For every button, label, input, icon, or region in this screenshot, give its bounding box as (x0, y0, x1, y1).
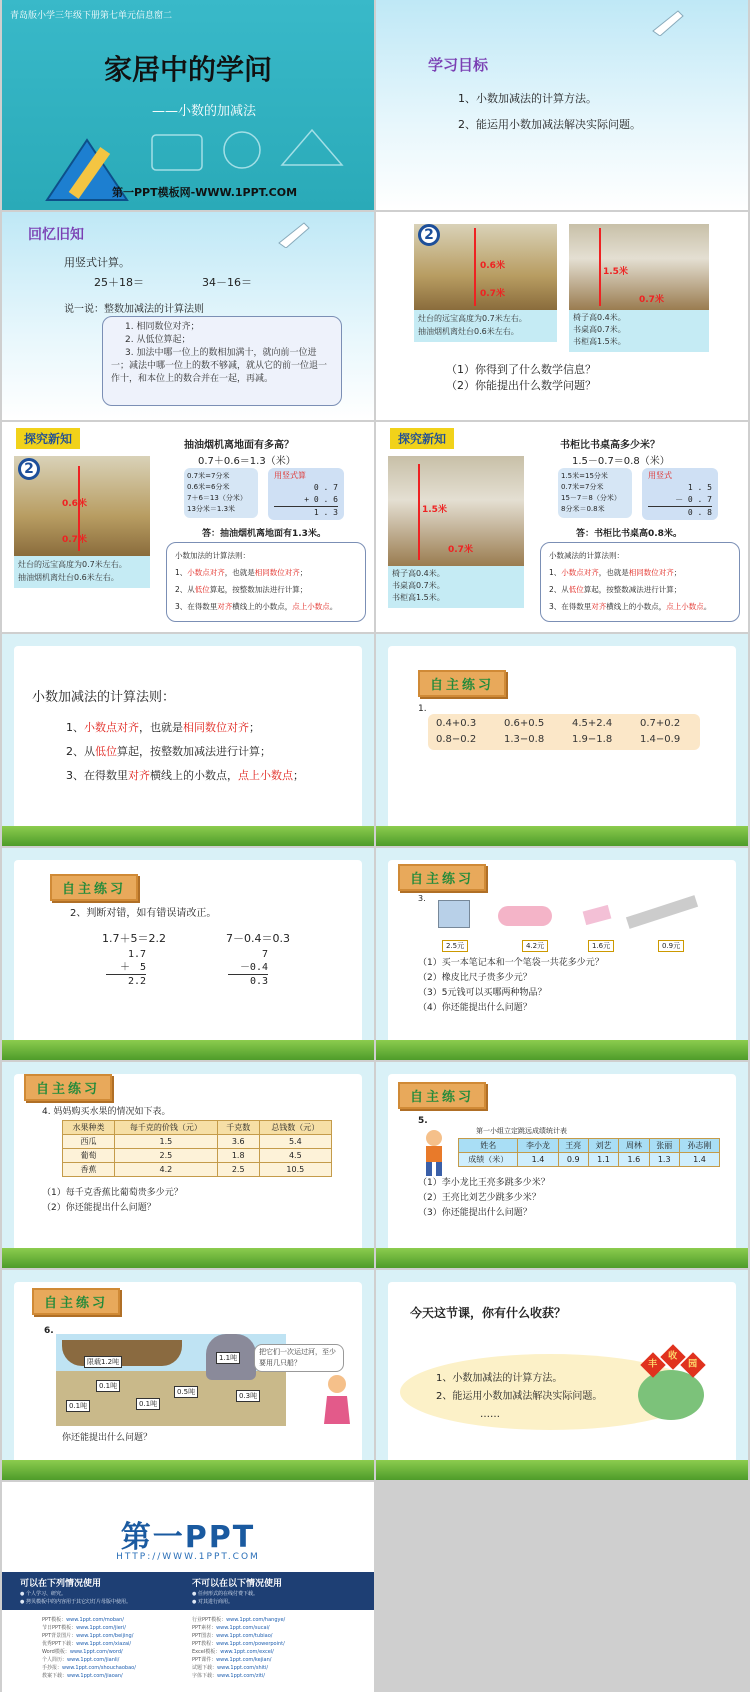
study-photo (388, 456, 524, 566)
rule-line: 1、小数点对齐，也就是相同数位对齐； (175, 568, 308, 577)
question: （1）李小龙比王亮多跳多少米？ (418, 1178, 550, 1188)
question: （3）5元钱可以买哪两种物品？ (418, 988, 547, 998)
vert-title: 用竖式 (648, 471, 672, 480)
slide-review (2, 212, 374, 420)
weight-tag: 0.1吨 (96, 1380, 120, 1392)
link-row[interactable]: 优秀PPT下载：www.1ppt.com/xiazai/ (42, 1641, 132, 1647)
notebook-icon (438, 900, 470, 928)
rule-line: 2、从低位算起，按整数加法进行计算； (175, 585, 308, 594)
question: 4. 妈妈购买水果的情况如下表。 (42, 1107, 171, 1117)
height-label: 0.7米 (639, 295, 664, 305)
section-tag: 自主练习 (32, 1288, 120, 1315)
rule-line: 2、从低位算起，按整数减法进行计算； (549, 585, 682, 594)
vert-line: 0.3 (249, 976, 268, 987)
question: （1）你得到了什么数学信息？ (446, 363, 596, 376)
exercise: 0.8−0.2 (436, 734, 477, 745)
question-number: 1. (418, 704, 427, 714)
table-row: 葡萄 2.5 1.8 4.5 (63, 1149, 332, 1163)
link-row[interactable]: 行业PPT模板：www.1ppt.com/hangye/ (192, 1617, 286, 1623)
step: 8分米＝0.8米 (561, 505, 605, 513)
exercise: 1.3−0.8 (504, 734, 545, 745)
slide-practice-1 (376, 634, 748, 846)
question: （2）你能提出什么数学问题？ (446, 379, 596, 392)
question-number: 3. (418, 894, 426, 903)
grass-decoration (376, 1460, 748, 1480)
section-tag: 探究新知 (390, 428, 454, 449)
caption: 灶台的远宝高度为0.7米左右。 (18, 560, 127, 569)
caption-box (414, 310, 557, 342)
goal-item: 2、能运用小数加减法解决实际问题。 (458, 118, 641, 131)
question: （2）王亮比刘艺少跳多少米？ (418, 1193, 541, 1203)
caption: 书桌高0.7米。 (573, 325, 626, 334)
vert-line: 7 (261, 949, 268, 960)
subtitle: ——小数的加减法 (152, 104, 257, 119)
slide-title-text: 家居中的学问 (103, 53, 272, 86)
can-title: 可以在下列情况使用 (20, 1579, 102, 1589)
caption-box (388, 566, 524, 608)
table-row: 香蕉 4.2 2.5 10.5 (63, 1163, 332, 1177)
slide-goals (376, 0, 748, 210)
link-row[interactable]: 试题下载：www.1ppt.com/shiti/ (192, 1665, 269, 1671)
link-row[interactable]: PPT课件：www.1ppt.com/kejian/ (192, 1657, 272, 1663)
goals-list (458, 86, 641, 138)
equation: 7－0.4＝0.3 (226, 932, 290, 945)
cannot-list: ● 任何形式的在线付费下载。 ● 对其进行商用。 (192, 1591, 258, 1605)
link-row[interactable]: PPT素材：www.1ppt.com/sucai/ (192, 1625, 270, 1631)
question: （1）买一本笔记本和一个笔袋一共花多少元？ (418, 958, 604, 968)
weight-tag: 0.3吨 (236, 1390, 260, 1402)
question-number: 5. (418, 1116, 428, 1126)
sign-tile: 园 (680, 1352, 705, 1377)
question: （2）橡皮比尺子贵多少元？ (418, 973, 532, 983)
rules-box (102, 316, 342, 406)
link-row[interactable]: 教案下载：www.1ppt.com/jiaoan/ (42, 1673, 123, 1679)
table-header: 水果种类 (63, 1121, 115, 1135)
reflection-question: 今天这节课，你有什么收获？ (410, 1306, 567, 1320)
price-tag: 2.5元 (442, 940, 468, 952)
exercise: 0.4+0.3 (436, 718, 477, 729)
vert-line: － 0 . 7 (648, 494, 712, 507)
jump-table: 姓名 李小龙 王亮 刘艺 周林 张丽 孙志刚 成绩（米） 1.4 0.9 1.1 1.6 1.3 1.4 (458, 1138, 720, 1167)
height-label: 1.5米 (422, 505, 447, 515)
rocket-icon (648, 6, 688, 36)
slide-rules-summary (2, 634, 374, 846)
brand-logo: 第一PPT (120, 1520, 256, 1555)
question-number: 6. (44, 1326, 54, 1336)
rule-title: 小数加法的计算法则： (175, 551, 250, 560)
price-tag: 0.9元 (658, 940, 684, 952)
sign-tile: 丰 (640, 1352, 665, 1377)
vert-line: －0.4 (228, 961, 268, 975)
caption: 书柜高1.5米。 (392, 593, 445, 602)
link-row[interactable]: Word模板：www.1ppt.com/word/ (42, 1649, 123, 1655)
rule-box (166, 542, 366, 622)
steps-box (184, 468, 258, 518)
river-scene (56, 1334, 286, 1426)
link-row[interactable]: 手抄报：www.1ppt.com/shouchaobao/ (42, 1665, 136, 1671)
table-header: 千克数 (217, 1121, 259, 1135)
goals-heading: 学习目标 (428, 56, 489, 74)
grass-decoration (2, 1040, 374, 1060)
question: 2、判断对错，如有错误请改正。 (70, 908, 217, 919)
rule-line: 3、在得数里对齐横线上的小数点，点上小数点。 (549, 602, 712, 611)
link-row[interactable]: PPT图表：www.1ppt.com/tubiao/ (192, 1633, 273, 1639)
question: （4）你还能提出什么问题？ (418, 1003, 532, 1013)
harvest-basket-icon (638, 1370, 704, 1420)
vert-line: 1.7 (127, 949, 146, 960)
can-list: ● 个人学习、研究。 ● 拷贝模板中的内容用于其它幻灯片母版中使用。 (20, 1591, 131, 1605)
vert-line: ＋ 5 (106, 961, 146, 975)
answer: 答：抽油烟机离地面有1.3米。 (202, 529, 326, 539)
questions (42, 1186, 183, 1216)
answer: 答：书柜比书桌高0.8米。 (576, 529, 682, 539)
weight-tag: 0.1吨 (136, 1398, 160, 1410)
rule-item: 1. 相同数位对齐； (125, 322, 200, 332)
slide-practice-2 (2, 848, 374, 1060)
grass-decoration (376, 1248, 748, 1268)
exercise: 4.5+2.4 (572, 718, 613, 729)
brand-url: HTTP://WWW.1PPT.COM (116, 1552, 260, 1562)
number-badge: 2 (18, 458, 40, 480)
review-q1: 25＋18＝ (94, 276, 144, 289)
review-q2: 34－16＝ (202, 276, 252, 289)
height-label: 0.7米 (62, 535, 87, 545)
rule-item: 3. 加法中哪一位上的数相加满十，就向前一位进一；减法中哪一位上的数不够减，就从它的前一位退一作十，和本位上的数合并在一起，再减。 (111, 348, 328, 384)
exercise: 0.7+0.2 (640, 718, 681, 729)
goal-item: 1、小数加减法的计算方法。 (458, 92, 597, 105)
caption: 灶台的远宝高度为0.7米左右。 (418, 314, 527, 323)
vert-line: + 0 . 6 (274, 494, 338, 507)
grass-decoration (2, 826, 374, 846)
caption: 椅子高0.4米。 (573, 313, 626, 322)
empty-cell (376, 1482, 748, 1692)
vert-line: 0 . 8 (687, 508, 712, 517)
study-photo (569, 224, 709, 310)
link-row[interactable]: PPT背景图片：www.1ppt.com/beijing/ (42, 1633, 134, 1639)
rule-box (540, 542, 740, 622)
number-badge: 2 (418, 224, 440, 246)
grass-decoration (2, 1460, 374, 1480)
rule-line: 1、小数点对齐，也就是相同数位对齐； (549, 568, 682, 577)
vertical-calc-box (642, 468, 718, 520)
fruit-table (62, 1120, 332, 1177)
slide-practice-4 (2, 1062, 374, 1268)
logo-text: 第一PPT模板网-WWW.1PPT.COM (112, 186, 298, 199)
questions (446, 362, 596, 394)
equation: 1.5－0.7＝0.8（米） (572, 456, 670, 467)
review-heading: 回忆旧知 (28, 227, 84, 243)
rule-line: 2、从低位算起，按整数加减法进行计算； (66, 745, 271, 758)
link-row[interactable]: Excel模板：www.1ppt.com/excel/ (192, 1649, 274, 1655)
slide-credits (2, 1482, 374, 1692)
girl-icon (322, 1374, 352, 1434)
summary-lines (66, 716, 304, 788)
vertical-calc (106, 948, 146, 988)
vert-line: 0 . 7 (313, 483, 338, 492)
speech-bubble: 把它们一次运过河，至少要用几只船？ (254, 1344, 344, 1372)
table-title: 第一小组立定跳远成绩统计表 (476, 1127, 567, 1135)
exercise: 1.4−0.9 (640, 734, 681, 745)
slide-practice-5 (376, 1062, 748, 1268)
table-header: 总钱数（元） (259, 1121, 331, 1135)
summary-items (436, 1370, 602, 1424)
weight-tag: 0.5吨 (174, 1386, 198, 1398)
vert-line: 1 . 5 (687, 483, 712, 492)
height-label: 0.7米 (448, 545, 473, 555)
slide-summary (376, 1270, 748, 1480)
table-header: 每千克的价钱（元） (115, 1121, 218, 1135)
cannot-title: 不可以在以下情况使用 (192, 1579, 283, 1589)
section-tag: 自主练习 (50, 874, 138, 901)
equation: 0.7＋0.6＝1.3（米） (198, 456, 296, 467)
weight-tag: 1.1吨 (216, 1352, 240, 1364)
header-text: 青岛版小学三年级下册第七单元信息窗二 (10, 11, 173, 21)
section-tag: 自主练习 (398, 864, 486, 891)
exercise-grid (428, 714, 700, 750)
step: 15－7＝8（分米） (561, 494, 621, 502)
chalk-doodles-icon (142, 120, 362, 180)
review-intro: 用竖式计算。 (64, 256, 130, 269)
step: 1.5米=15分米 (561, 472, 608, 480)
rule-line: 1、小数点对齐，也就是相同数位对齐； (66, 721, 260, 734)
rule-line: 3、在得数里对齐横线上的小数点，点上小数点； (66, 769, 304, 782)
questions (418, 1176, 550, 1221)
running-boy-icon (416, 1128, 452, 1178)
questions (418, 956, 604, 1016)
summary-item: 2、能运用小数加减法解决实际问题。 (436, 1391, 603, 1402)
review-say: 说一说：整数加减法的计算法则 (64, 304, 204, 315)
caption: 书柜高1.5米。 (573, 337, 626, 346)
grass-decoration (376, 1040, 748, 1060)
sign-tile: 收 (660, 1344, 685, 1369)
step: 0.6米=6分米 (187, 483, 230, 491)
section-tag: 自主练习 (24, 1074, 112, 1101)
price-tag: 4.2元 (522, 940, 548, 952)
link-row[interactable]: 个人简历：www.1ppt.com/jianli/ (42, 1657, 120, 1663)
height-label: 0.6米 (480, 261, 505, 271)
summary-title: 小数加减法的计算法则： (32, 690, 176, 705)
rule-title: 小数减法的计算法则： (549, 551, 624, 560)
summary-item: 1、小数加减法的计算方法。 (436, 1373, 563, 1384)
slide-practice-6 (2, 1270, 374, 1480)
link-row[interactable]: 字体下载：www.1ppt.com/ziti/ (192, 1673, 265, 1679)
grass-decoration (376, 826, 748, 846)
question: 你还能提出什么问题？ (62, 1433, 153, 1443)
step: 7＋6＝13（分米） (187, 494, 247, 502)
question: （3）你还能提出什么问题？ (418, 1208, 532, 1218)
section-tag: 自主练习 (398, 1082, 486, 1109)
section-tag: 自主练习 (418, 670, 506, 697)
links-right (192, 1616, 285, 1680)
vert-line: 1 . 3 (313, 508, 338, 517)
exercise: 1.9−1.8 (572, 734, 613, 745)
grass-decoration (2, 1248, 374, 1268)
step: 0.7米=7分米 (187, 472, 230, 480)
slide-title (2, 0, 374, 210)
caption-box (14, 556, 150, 588)
caption-box (569, 310, 709, 352)
usage-banner (2, 1572, 374, 1610)
caption: 书桌高0.7米。 (392, 581, 445, 590)
weight-tag: 0.1吨 (66, 1400, 90, 1412)
price-tag: 1.6元 (588, 940, 614, 952)
steps-box (558, 468, 632, 518)
vertical-calc (228, 948, 268, 988)
link-row[interactable]: PPT教程：www.1ppt.com/powerpoint/ (192, 1641, 285, 1647)
slide-explore-add (2, 422, 374, 632)
slide-explore-sub (376, 422, 748, 632)
table-row: 成绩（米） 1.4 0.9 1.1 1.6 1.3 1.4 (459, 1153, 720, 1167)
rule-line: 3、在得数里对齐横线上的小数点，点上小数点。 (175, 602, 338, 611)
caption: 抽油烟机离灶台0.6米左右。 (418, 327, 519, 336)
question: （1）每千克香蕉比葡萄贵多少元？ (42, 1188, 183, 1198)
slide-practice-3 (376, 848, 748, 1060)
rocket-icon (274, 218, 314, 248)
vert-title: 用竖式算 (274, 471, 306, 480)
vert-line: 2.2 (127, 976, 146, 987)
question: 书柜比书桌高多少米？ (560, 440, 660, 451)
link-row[interactable]: PPT模板：www.1ppt.com/moban/ (42, 1617, 124, 1623)
height-label: 0.7米 (480, 289, 505, 299)
pencil-case-icon (498, 906, 552, 926)
summary-item: …… (480, 1409, 500, 1420)
vertical-calc-box (268, 468, 344, 520)
question: 抽油烟机离地面有多高？ (184, 440, 294, 451)
rule-item: 2. 从低位算起； (125, 335, 191, 345)
section-tag: 探究新知 (16, 428, 80, 449)
equation: 1.7＋5＝2.2 (102, 932, 166, 945)
height-label: 1.5米 (603, 267, 628, 277)
caption: 抽油烟机离灶台0.6米左右。 (18, 573, 119, 582)
boat-limit: 限载1.2吨 (84, 1356, 122, 1368)
exercise: 0.6+0.5 (504, 718, 545, 729)
slide-kitchen-info (376, 212, 748, 420)
links-left (42, 1616, 136, 1680)
link-row[interactable]: 节日PPT模板：www.1ppt.com/jieri/ (42, 1625, 126, 1631)
step: 13分米＝1.3米 (187, 505, 236, 513)
caption: 椅子高0.4米。 (392, 569, 445, 578)
question: （2）你还能提出什么问题？ (42, 1203, 156, 1213)
table-row: 西瓜 1.5 3.6 5.4 (63, 1135, 332, 1149)
step: 0.7米=7分米 (561, 483, 604, 491)
height-label: 0.6米 (62, 499, 87, 509)
